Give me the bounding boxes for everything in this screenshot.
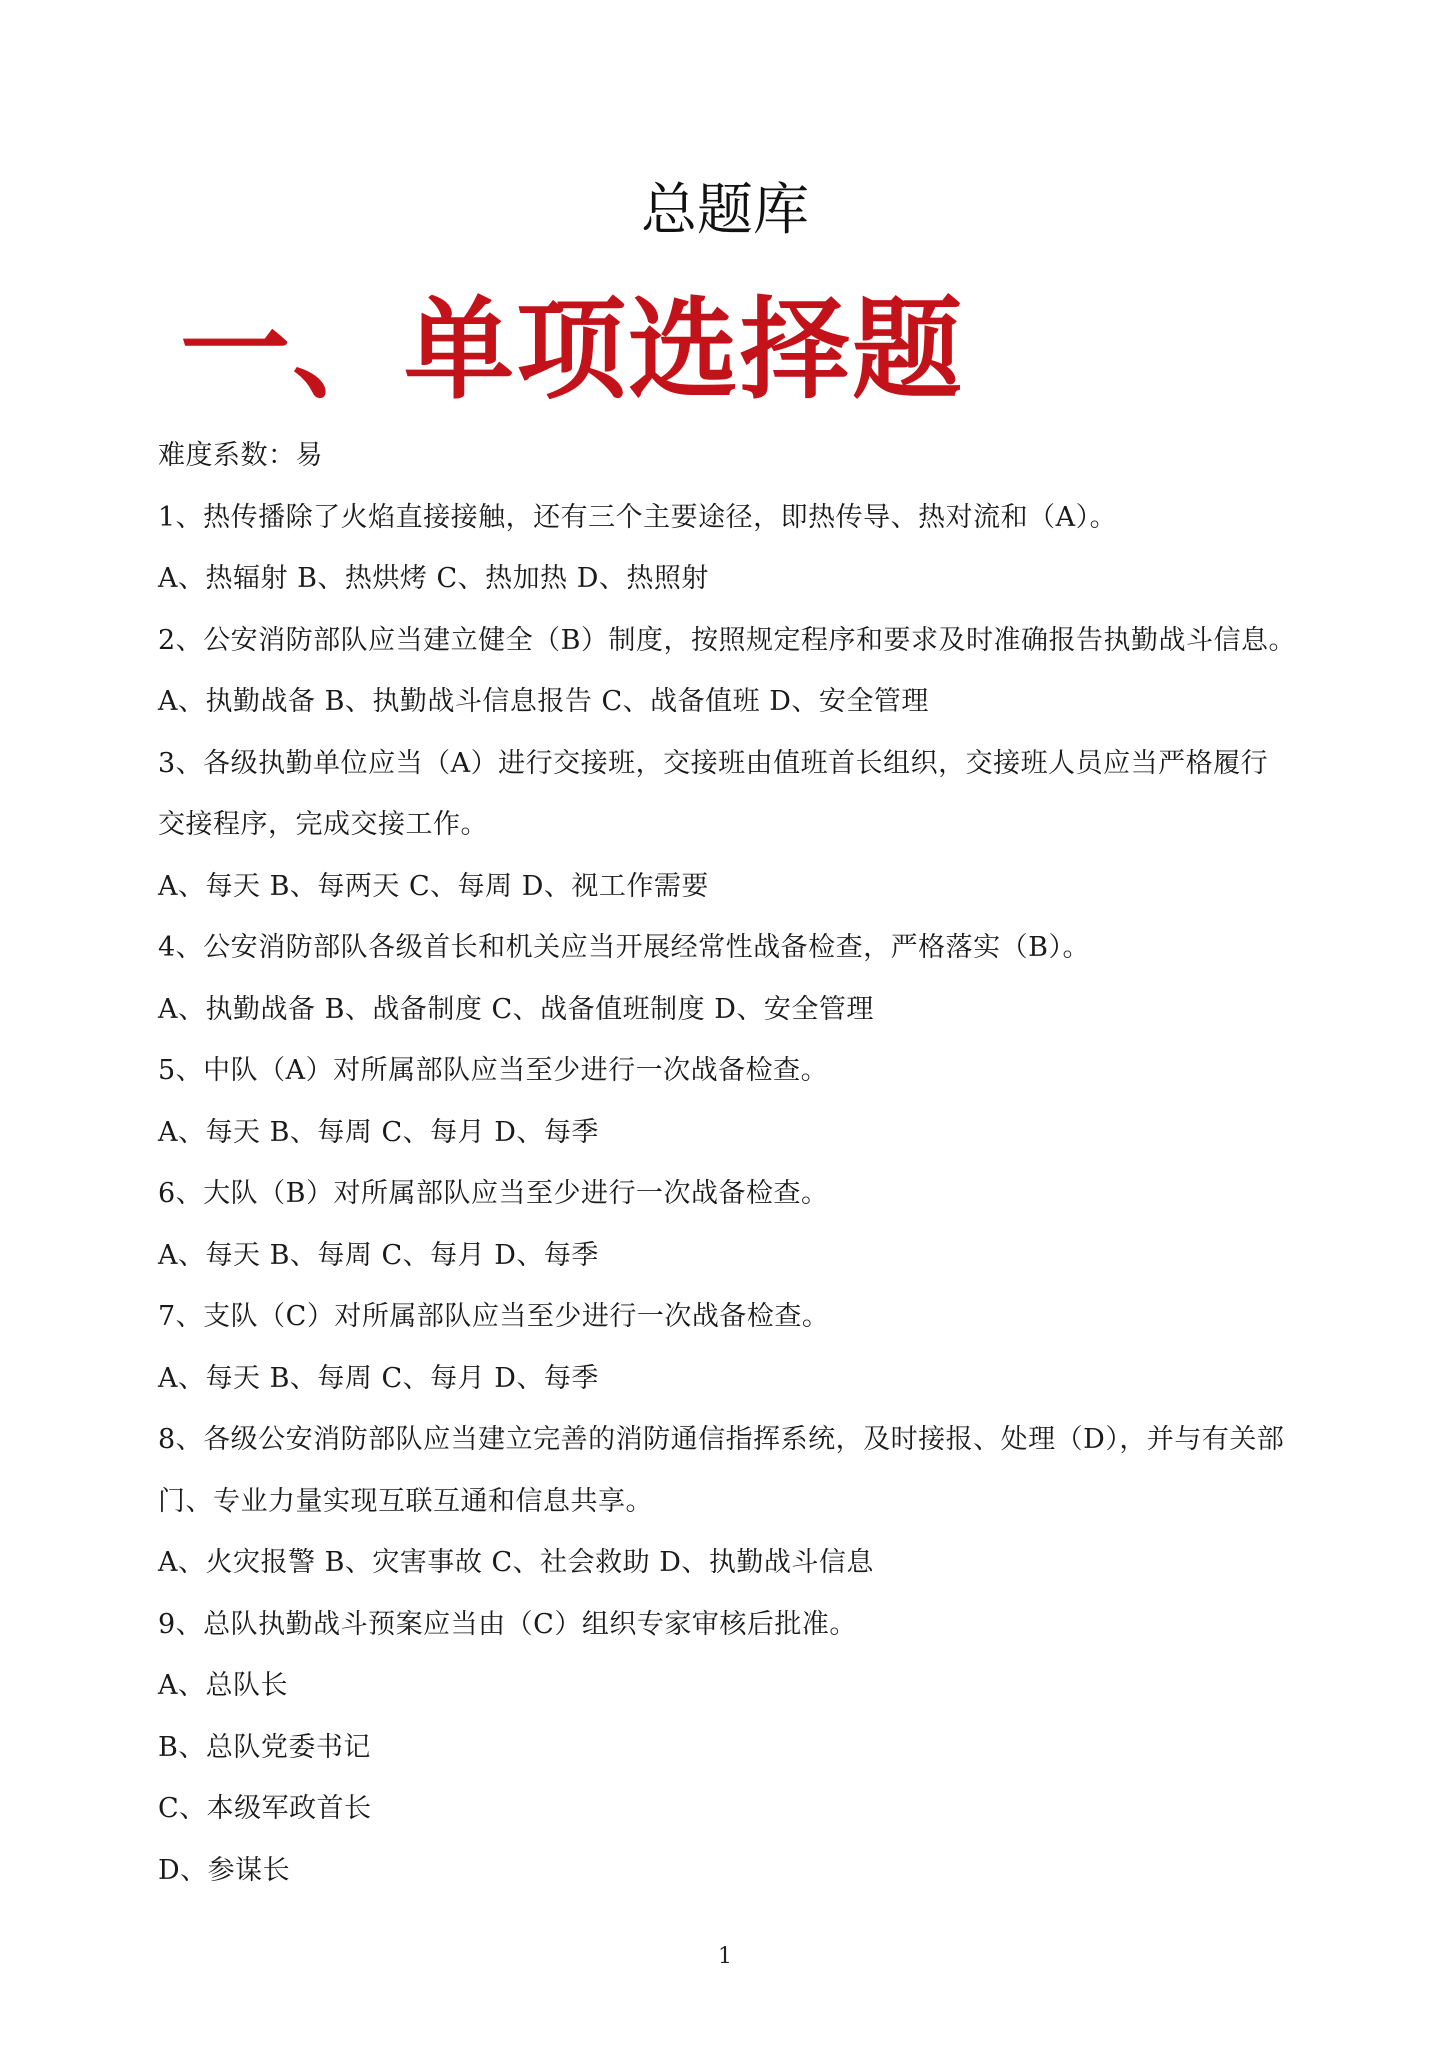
- question-content: [158, 425, 1338, 1901]
- question-9-text: 9、总队执勤战斗预案应当由（C）组织专家审核后批准。: [158, 1608, 857, 1640]
- question-6-text: 6、大队（B）对所属部队应当至少进行一次战备检查。: [158, 1178, 829, 1209]
- section-heading: 一、单项选择题: [180, 286, 964, 414]
- question-9-option-a: A、总队长: [158, 1670, 288, 1701]
- question-9-option-b: B、总队党委书记: [158, 1731, 371, 1763]
- page-number: 1: [718, 1944, 732, 1969]
- question-3-text-continued: 交接程序，完成交接工作。: [158, 809, 488, 840]
- page-title: 总题库: [641, 178, 809, 243]
- question-3-text: 3、各级执勤单位应当（A）进行交接班，交接班由值班首长组织，交接班人员应当严格履行: [158, 747, 1269, 779]
- question-8-text: 8、各级公安消防部队应当建立完善的消防通信指挥系统，及时接报、处理（D），并与有关部: [158, 1424, 1285, 1455]
- question-8-text-continued: 门、专业力量实现互联互通和信息共享。: [158, 1485, 653, 1517]
- question-1-options: A、热辐射 B、热烘烤 C、热加热 D、热照射: [158, 563, 709, 594]
- question-7-options: A、每天 B、每周 C、每月 D、每季: [158, 1362, 599, 1394]
- question-2-options: A、执勤战备 B、执勤战斗信息报告 C、战备值班 D、安全管理: [158, 686, 929, 717]
- question-3-options: A、每天 B、每两天 C、每周 D、视工作需要: [158, 870, 709, 902]
- question-6-options: A、每天 B、每周 C、每月 D、每季: [158, 1239, 599, 1271]
- question-9-option-d: D、参谋长: [158, 1854, 291, 1886]
- question-8-options: A、火灾报警 B、灾害事故 C、社会救助 D、执勤战斗信息: [158, 1547, 874, 1578]
- question-4-options: A、执勤战备 B、战备制度 C、战备值班制度 D、安全管理: [158, 993, 874, 1025]
- question-9-option-c: C、本级军政首长: [158, 1793, 372, 1824]
- question-1-text: 1、热传播除了火焰直接接触，还有三个主要途径，即热传导、热对流和（A）。: [158, 501, 1118, 533]
- question-2-text: 2、公安消防部队应当建立健全（B）制度，按照规定程序和要求及时准确报告执勤战斗信息。: [158, 624, 1297, 656]
- question-5-text: 5、中队（A）对所属部队应当至少进行一次战备检查。: [158, 1055, 829, 1086]
- difficulty-label: 难度系数：易: [158, 440, 323, 471]
- question-5-options: A、每天 B、每周 C、每月 D、每季: [158, 1116, 599, 1148]
- question-4-text: 4、公安消防部队各级首长和机关应当开展经常性战备检查，严格落实（B）。: [158, 932, 1091, 963]
- question-7-text: 7、支队（C）对所属部队应当至少进行一次战备检查。: [158, 1301, 830, 1332]
